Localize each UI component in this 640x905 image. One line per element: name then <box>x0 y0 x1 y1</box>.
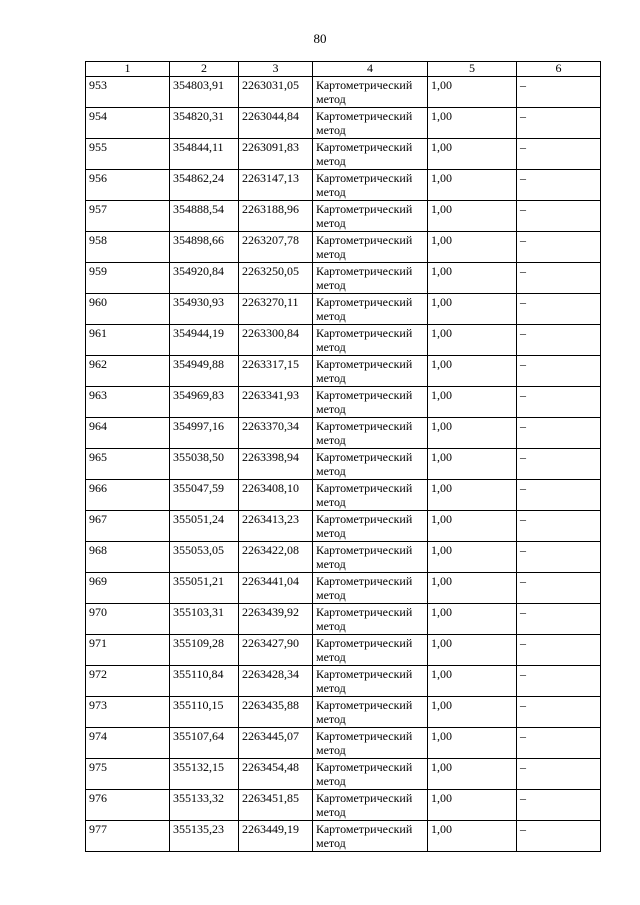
accuracy-cell: 1,00 <box>428 666 517 697</box>
note-cell: – <box>517 387 601 418</box>
x-coordinate-cell: 355051,21 <box>170 573 239 604</box>
accuracy-cell: 1,00 <box>428 697 517 728</box>
method-cell: Картометрический метод <box>313 449 428 480</box>
note-cell: – <box>517 77 601 108</box>
accuracy-cell: 1,00 <box>428 232 517 263</box>
accuracy-cell: 1,00 <box>428 542 517 573</box>
y-coordinate-cell: 2263428,34 <box>239 666 313 697</box>
method-cell: Картометрический метод <box>313 139 428 170</box>
y-coordinate-cell: 2263370,34 <box>239 418 313 449</box>
x-coordinate-cell: 355053,05 <box>170 542 239 573</box>
table-row <box>86 387 601 418</box>
method-cell: Картометрический метод <box>313 356 428 387</box>
table-row <box>86 77 601 108</box>
y-coordinate-cell: 2263454,48 <box>239 759 313 790</box>
y-coordinate-cell: 2263317,15 <box>239 356 313 387</box>
note-cell: – <box>517 728 601 759</box>
x-coordinate-cell: 354803,91 <box>170 77 239 108</box>
point-number-cell: 955 <box>86 139 170 170</box>
point-number-cell: 969 <box>86 573 170 604</box>
table-row <box>86 232 601 263</box>
point-number-cell: 960 <box>86 294 170 325</box>
y-coordinate-cell: 2263250,05 <box>239 263 313 294</box>
x-coordinate-cell: 355103,31 <box>170 604 239 635</box>
x-coordinate-cell: 354920,84 <box>170 263 239 294</box>
accuracy-cell: 1,00 <box>428 790 517 821</box>
y-coordinate-cell: 2263091,83 <box>239 139 313 170</box>
x-coordinate-cell: 354930,93 <box>170 294 239 325</box>
table-row <box>86 542 601 573</box>
x-coordinate-cell: 355132,15 <box>170 759 239 790</box>
accuracy-cell: 1,00 <box>428 573 517 604</box>
x-coordinate-cell: 355038,50 <box>170 449 239 480</box>
note-cell: – <box>517 542 601 573</box>
y-coordinate-cell: 2263451,85 <box>239 790 313 821</box>
column-header-6: 6 <box>517 62 601 77</box>
note-cell: – <box>517 170 601 201</box>
note-cell: – <box>517 449 601 480</box>
x-coordinate-cell: 355107,64 <box>170 728 239 759</box>
note-cell: – <box>517 139 601 170</box>
x-coordinate-cell: 355110,15 <box>170 697 239 728</box>
point-number-cell: 958 <box>86 232 170 263</box>
table-row <box>86 294 601 325</box>
y-coordinate-cell: 2263441,04 <box>239 573 313 604</box>
x-coordinate-cell: 354898,66 <box>170 232 239 263</box>
point-number-cell: 956 <box>86 170 170 201</box>
table-row <box>86 418 601 449</box>
note-cell: – <box>517 480 601 511</box>
note-cell: – <box>517 108 601 139</box>
table-row <box>86 759 601 790</box>
y-coordinate-cell: 2263147,13 <box>239 170 313 201</box>
x-coordinate-cell: 354888,54 <box>170 201 239 232</box>
table-row <box>86 449 601 480</box>
accuracy-cell: 1,00 <box>428 294 517 325</box>
column-header-5: 5 <box>428 62 517 77</box>
point-number-cell: 954 <box>86 108 170 139</box>
accuracy-cell: 1,00 <box>428 139 517 170</box>
method-cell: Картометрический метод <box>313 170 428 201</box>
table-row <box>86 170 601 201</box>
x-coordinate-cell: 354949,88 <box>170 356 239 387</box>
x-coordinate-cell: 355047,59 <box>170 480 239 511</box>
table-row <box>86 480 601 511</box>
table-row <box>86 790 601 821</box>
note-cell: – <box>517 790 601 821</box>
accuracy-cell: 1,00 <box>428 635 517 666</box>
accuracy-cell: 1,00 <box>428 263 517 294</box>
x-coordinate-cell: 354844,11 <box>170 139 239 170</box>
y-coordinate-cell: 2263188,96 <box>239 201 313 232</box>
table-row <box>86 821 601 852</box>
point-number-cell: 970 <box>86 604 170 635</box>
y-coordinate-cell: 2263422,08 <box>239 542 313 573</box>
method-cell: Картометрический метод <box>313 77 428 108</box>
table-row <box>86 201 601 232</box>
note-cell: – <box>517 232 601 263</box>
accuracy-cell: 1,00 <box>428 170 517 201</box>
x-coordinate-cell: 355110,84 <box>170 666 239 697</box>
table-row <box>86 635 601 666</box>
y-coordinate-cell: 2263031,05 <box>239 77 313 108</box>
method-cell: Картометрический метод <box>313 108 428 139</box>
method-cell: Картометрический метод <box>313 294 428 325</box>
note-cell: – <box>517 697 601 728</box>
point-number-cell: 968 <box>86 542 170 573</box>
table-row <box>86 263 601 294</box>
note-cell: – <box>517 573 601 604</box>
note-cell: – <box>517 511 601 542</box>
method-cell: Картометрический метод <box>313 325 428 356</box>
x-coordinate-cell: 354997,16 <box>170 418 239 449</box>
page-number: 80 <box>313 31 327 46</box>
method-cell: Картометрический метод <box>313 232 428 263</box>
method-cell: Картометрический метод <box>313 759 428 790</box>
y-coordinate-cell: 2263435,88 <box>239 697 313 728</box>
column-header-2: 2 <box>170 62 239 77</box>
accuracy-cell: 1,00 <box>428 325 517 356</box>
note-cell: – <box>517 759 601 790</box>
coordinates-table <box>85 61 601 852</box>
y-coordinate-cell: 2263445,07 <box>239 728 313 759</box>
accuracy-cell: 1,00 <box>428 728 517 759</box>
y-coordinate-cell: 2263207,78 <box>239 232 313 263</box>
y-coordinate-cell: 2263413,23 <box>239 511 313 542</box>
point-number-cell: 966 <box>86 480 170 511</box>
table-row <box>86 697 601 728</box>
table-row <box>86 325 601 356</box>
method-cell: Картометрический метод <box>313 201 428 232</box>
point-number-cell: 977 <box>86 821 170 852</box>
table-header <box>86 62 601 77</box>
method-cell: Картометрический метод <box>313 263 428 294</box>
y-coordinate-cell: 2263341,93 <box>239 387 313 418</box>
accuracy-cell: 1,00 <box>428 387 517 418</box>
column-header-4: 4 <box>313 62 428 77</box>
point-number-cell: 973 <box>86 697 170 728</box>
note-cell: – <box>517 635 601 666</box>
method-cell: Картометрический метод <box>313 418 428 449</box>
x-coordinate-cell: 355109,28 <box>170 635 239 666</box>
table-body <box>86 77 601 852</box>
method-cell: Картометрический метод <box>313 511 428 542</box>
accuracy-cell: 1,00 <box>428 418 517 449</box>
accuracy-cell: 1,00 <box>428 201 517 232</box>
column-header-3: 3 <box>239 62 313 77</box>
point-number-cell: 953 <box>86 77 170 108</box>
note-cell: – <box>517 325 601 356</box>
note-cell: – <box>517 821 601 852</box>
y-coordinate-cell: 2263449,19 <box>239 821 313 852</box>
y-coordinate-cell: 2263270,11 <box>239 294 313 325</box>
point-number-cell: 972 <box>86 666 170 697</box>
x-coordinate-cell: 355135,23 <box>170 821 239 852</box>
accuracy-cell: 1,00 <box>428 604 517 635</box>
x-coordinate-cell: 354969,83 <box>170 387 239 418</box>
accuracy-cell: 1,00 <box>428 759 517 790</box>
method-cell: Картометрический метод <box>313 821 428 852</box>
point-number-cell: 967 <box>86 511 170 542</box>
accuracy-cell: 1,00 <box>428 356 517 387</box>
method-cell: Картометрический метод <box>313 387 428 418</box>
point-number-cell: 965 <box>86 449 170 480</box>
accuracy-cell: 1,00 <box>428 77 517 108</box>
method-cell: Картометрический метод <box>313 604 428 635</box>
table-row <box>86 356 601 387</box>
method-cell: Картометрический метод <box>313 790 428 821</box>
point-number-cell: 976 <box>86 790 170 821</box>
point-number-cell: 974 <box>86 728 170 759</box>
accuracy-cell: 1,00 <box>428 821 517 852</box>
table-row <box>86 108 601 139</box>
x-coordinate-cell: 354944,19 <box>170 325 239 356</box>
y-coordinate-cell: 2263044,84 <box>239 108 313 139</box>
table-row <box>86 666 601 697</box>
table-row <box>86 139 601 170</box>
method-cell: Картометрический метод <box>313 666 428 697</box>
note-cell: – <box>517 263 601 294</box>
note-cell: – <box>517 418 601 449</box>
note-cell: – <box>517 666 601 697</box>
method-cell: Картометрический метод <box>313 697 428 728</box>
table-row <box>86 604 601 635</box>
y-coordinate-cell: 2263300,84 <box>239 325 313 356</box>
note-cell: – <box>517 604 601 635</box>
note-cell: – <box>517 356 601 387</box>
point-number-cell: 971 <box>86 635 170 666</box>
accuracy-cell: 1,00 <box>428 449 517 480</box>
point-number-cell: 957 <box>86 201 170 232</box>
point-number-cell: 963 <box>86 387 170 418</box>
method-cell: Картометрический метод <box>313 728 428 759</box>
method-cell: Картометрический метод <box>313 573 428 604</box>
method-cell: Картометрический метод <box>313 480 428 511</box>
y-coordinate-cell: 2263408,10 <box>239 480 313 511</box>
y-coordinate-cell: 2263427,90 <box>239 635 313 666</box>
note-cell: – <box>517 201 601 232</box>
point-number-cell: 962 <box>86 356 170 387</box>
point-number-cell: 975 <box>86 759 170 790</box>
accuracy-cell: 1,00 <box>428 511 517 542</box>
x-coordinate-cell: 355133,32 <box>170 790 239 821</box>
x-coordinate-cell: 354820,31 <box>170 108 239 139</box>
point-number-cell: 961 <box>86 325 170 356</box>
table-row <box>86 511 601 542</box>
accuracy-cell: 1,00 <box>428 108 517 139</box>
column-header-1: 1 <box>86 62 170 77</box>
table-row <box>86 728 601 759</box>
x-coordinate-cell: 355051,24 <box>170 511 239 542</box>
accuracy-cell: 1,00 <box>428 480 517 511</box>
point-number-cell: 959 <box>86 263 170 294</box>
x-coordinate-cell: 354862,24 <box>170 170 239 201</box>
method-cell: Картометрический метод <box>313 542 428 573</box>
table-row <box>86 573 601 604</box>
method-cell: Картометрический метод <box>313 635 428 666</box>
y-coordinate-cell: 2263398,94 <box>239 449 313 480</box>
point-number-cell: 964 <box>86 418 170 449</box>
y-coordinate-cell: 2263439,92 <box>239 604 313 635</box>
header-row <box>86 62 601 77</box>
note-cell: – <box>517 294 601 325</box>
